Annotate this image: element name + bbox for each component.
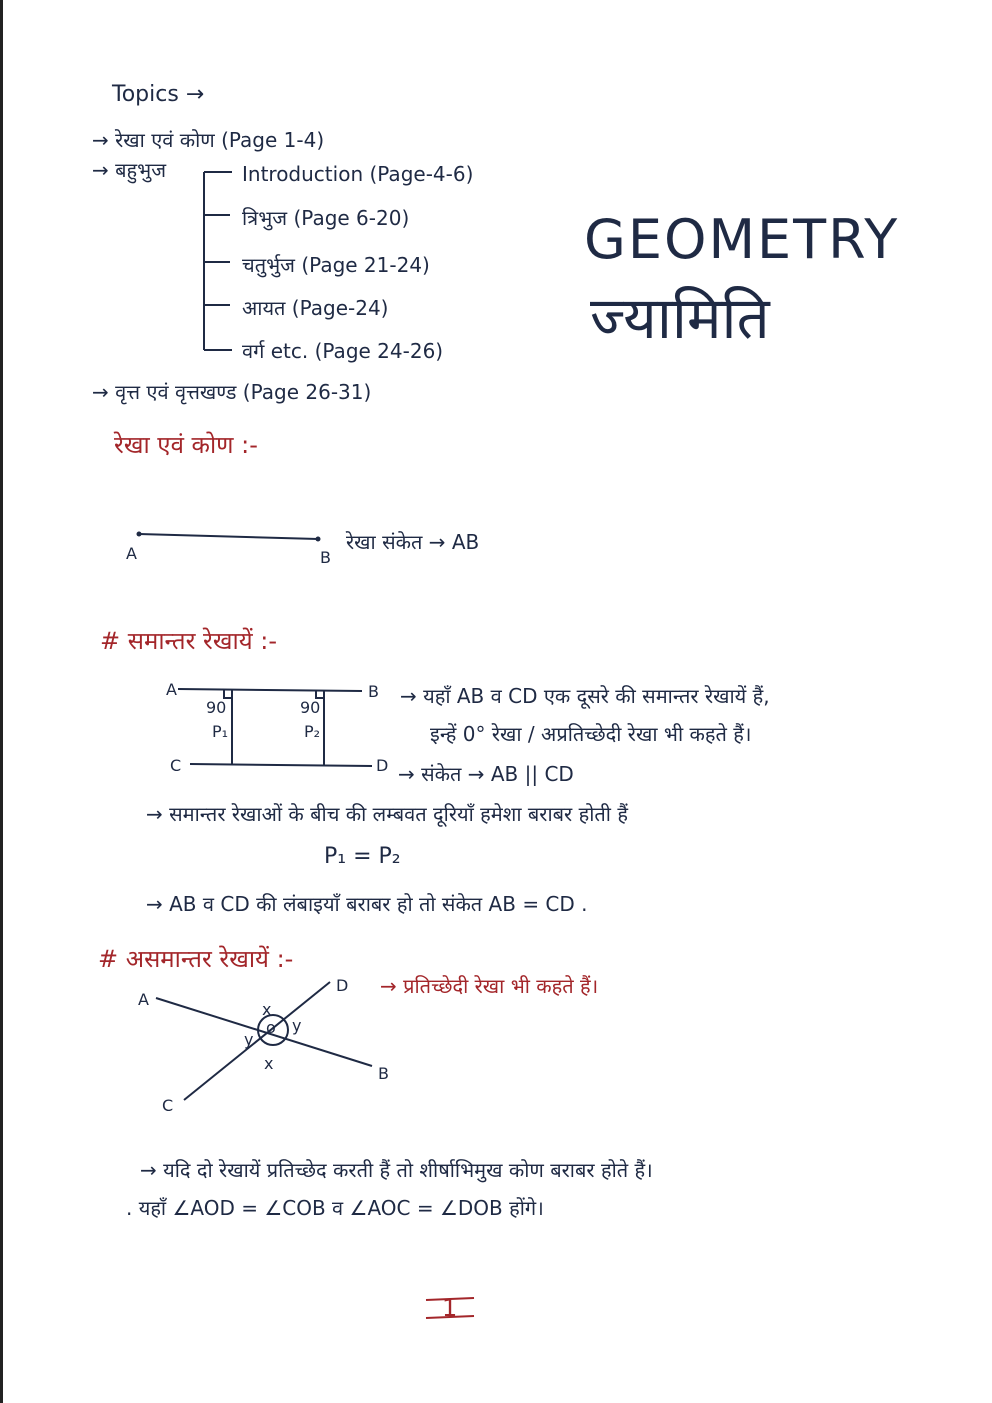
topic-lines-and-angles: → रेखा एवं कोण (Page 1-4) bbox=[92, 128, 325, 152]
topic-polygon: → बहुभुज bbox=[92, 158, 167, 182]
intersect-label-d: D bbox=[336, 976, 349, 995]
angle-y-right: y bbox=[292, 1016, 302, 1035]
topic-sub-triangle: त्रिभुज (Page 6-20) bbox=[242, 206, 410, 230]
angle-x-bottom: x bbox=[264, 1054, 274, 1073]
parallel-notation: → संकेत → AB || CD bbox=[398, 762, 574, 786]
distance-p2: P₂ bbox=[304, 722, 321, 741]
line-notation-text: रेखा संकेत → AB bbox=[346, 530, 480, 554]
intersect-label-b: B bbox=[378, 1064, 389, 1083]
topic-sub-square: वर्ग etc. (Page 24-26) bbox=[242, 339, 444, 363]
label-b: B bbox=[320, 548, 331, 567]
section-parallel-heading: # समान्तर रेखायें :- bbox=[100, 627, 278, 655]
parallel-note-distance: → समान्तर रेखाओं के बीच की लम्बवत दूरियाँ हमेशा बराबर होती हैं bbox=[146, 802, 628, 826]
vertical-angle-rule: → यदि दो रेखायें प्रतिच्छेद करती हैं तो शीर्षाभिमुख कोण बराबर होते हैं। bbox=[140, 1158, 653, 1182]
topic-circle: → वृत्त एवं वृत्तखण्ड (Page 26-31) bbox=[92, 380, 372, 404]
topics-heading: Topics → bbox=[112, 82, 205, 107]
angle-x-top: x bbox=[262, 1000, 272, 1019]
title-english: GEOMETRY bbox=[584, 208, 900, 271]
section-lines-angles-heading: रेखा एवं कोण :- bbox=[114, 431, 258, 459]
topic-sub-rectangle: आयत (Page-24) bbox=[242, 296, 389, 320]
parallel-label-c: C bbox=[170, 756, 182, 775]
section-nonparallel-heading: # असमान्तर रेखायें :- bbox=[98, 945, 294, 973]
angle-90-right: 90 bbox=[300, 698, 321, 717]
intersect-label-o: o bbox=[266, 1018, 276, 1037]
intersecting-note: → प्रतिच्छेदी रेखा भी कहते हैं। bbox=[380, 974, 599, 998]
label-a: A bbox=[126, 544, 137, 563]
distance-p1: P₁ bbox=[212, 722, 229, 741]
parallel-label-b: B bbox=[368, 682, 379, 701]
angle-y-left: y bbox=[244, 1030, 254, 1049]
page-number: 1 bbox=[442, 1294, 458, 1322]
parallel-note-length: → AB व CD की लंबाइयाँ बराबर हो तो संकेत AB = CD . bbox=[146, 892, 588, 916]
intersect-label-c: C bbox=[162, 1096, 174, 1115]
parallel-note-2: इन्हें 0° रेखा / अप्रतिच्छेदी रेखा भी कहते हैं। bbox=[430, 722, 752, 746]
title-hindi: ज्यामिति bbox=[590, 284, 770, 352]
line-segment-ab bbox=[137, 532, 321, 542]
vertical-angle-equations: . यहाँ ∠AOD = ∠COB व ∠AOC = ∠DOB होंगे। bbox=[126, 1196, 544, 1220]
topic-sub-introduction: Introduction (Page-4-6) bbox=[242, 162, 474, 186]
angle-90-left: 90 bbox=[206, 698, 227, 717]
parallel-label-a: A bbox=[166, 680, 177, 699]
topics-bracket bbox=[204, 172, 232, 350]
topic-sub-quadrilateral: चतुर्भुज (Page 21-24) bbox=[242, 253, 430, 277]
parallel-label-d: D bbox=[376, 756, 389, 775]
intersect-label-a: A bbox=[138, 990, 149, 1009]
parallel-equation: P₁ = P₂ bbox=[324, 844, 401, 869]
parallel-note-1: → यहाँ AB व CD एक दूसरे की समान्तर रेखायें हैं, bbox=[400, 684, 770, 708]
